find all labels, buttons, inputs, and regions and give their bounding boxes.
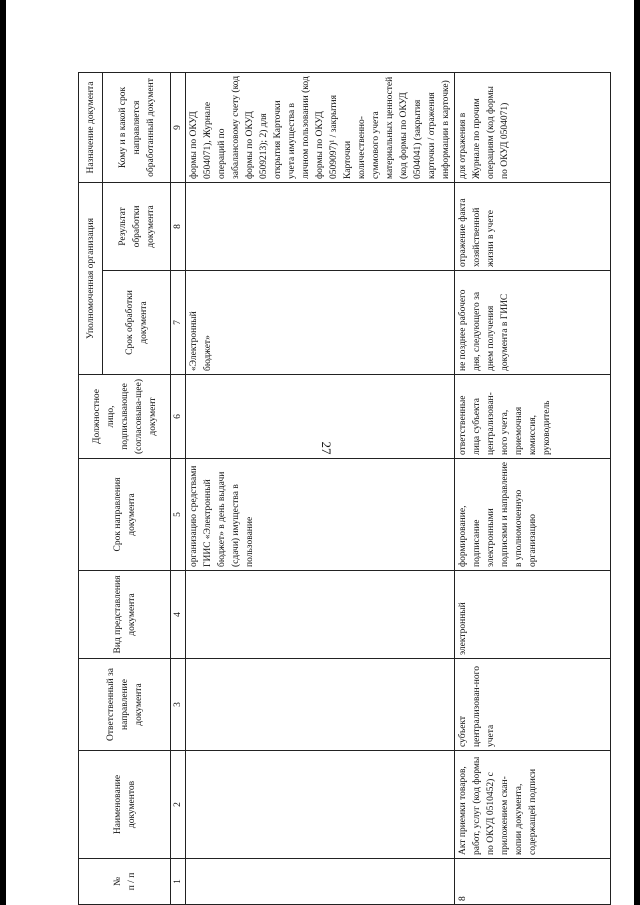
column-number: 1 <box>171 859 186 905</box>
cell-processing-result <box>186 182 455 270</box>
header-responsible: Ответственный за направление документа <box>79 659 171 751</box>
documents-table <box>78 72 611 905</box>
header-recipient-and-deadline: Кому и в какой срок направляется обработанный документ <box>103 72 171 182</box>
column-number: 7 <box>171 271 186 375</box>
cell-processing-result: отражение факта хозяйственной жизни в учете <box>455 182 611 270</box>
header-signing-official: Должностное лицо, подписывающее (согласовыва-щее) документ <box>79 375 171 459</box>
cell-processing-deadline: «Электронный бюджет» <box>186 271 455 375</box>
header-send-deadline: Срок направления документа <box>79 459 171 571</box>
table-row-8 <box>455 72 611 904</box>
header-document-purpose: Назначение документа <box>79 72 103 182</box>
column-number: 2 <box>171 751 186 859</box>
rotated-page-content <box>78 73 552 905</box>
cell-signing-official <box>186 375 455 459</box>
cell-recipient: для отражения в Журнале по прочим операциям (код формы по ОКУД 0504071) <box>455 72 611 182</box>
header-document-name: Наименование документов <box>79 751 171 859</box>
cell-responsible <box>186 659 455 751</box>
scan-right-edge <box>634 0 640 905</box>
header-presentation-type: Вид представления документа <box>79 571 171 659</box>
column-number: 9 <box>171 72 186 182</box>
column-number: 4 <box>171 571 186 659</box>
cell-send-deadline: формирование, подписание электронными подписями и направление в уполномоченную организацию <box>455 459 611 571</box>
column-number: 6 <box>171 375 186 459</box>
header-processing-result: Результат обработки документа <box>103 182 171 270</box>
cell-recipient: формы по ОКУД 0504071), Журнале операций по забалансовому счету (код формы по ОКУД 0509213); 2) для открытия Карточки учета имущества в личном пользовании (код формы по ОКУД 0509097)¹ / закрытия Карточки количественно-суммового учета материальных ценностей (код формы по ОКУД 0504041) (закрытия карточки / отражения информации в карточке) <box>186 72 455 182</box>
column-number: 8 <box>171 182 186 270</box>
cell-processing-deadline: не позднее рабочего дня, следующего за днем получения документа в ГИИС <box>455 271 611 375</box>
cell-responsible: субъект централизован-ного учета <box>455 659 611 751</box>
cell-presentation-type: электронный <box>455 571 611 659</box>
header-processing-deadline: Срок обработки документа <box>103 271 171 375</box>
scan-left-edge <box>0 0 6 905</box>
header-authorized-organization: Уполномоченная организация <box>79 182 103 374</box>
cell-signing-official: ответственные лица субъекта централизован-ного учета, приемочная комиссия, руководитель <box>455 375 611 459</box>
cell-document-name <box>186 751 455 859</box>
column-number: 3 <box>171 659 186 751</box>
cell-document-name: Акт приемки товаров, работ, услуг (код формы по ОКУД 0510452) с приложением скан-копии документа, содержащей подписи <box>455 751 611 859</box>
cell-number: 8 <box>455 859 611 905</box>
column-numbers-row <box>171 72 186 904</box>
cell-send-deadline: организацию средствами ГИИС «Электронный бюджет» в день выдачи (сдачи) имущества в пользование <box>186 459 455 571</box>
cell-presentation-type <box>186 571 455 659</box>
header-number: № п / п <box>79 859 171 905</box>
page-number: 27 <box>319 441 334 455</box>
table-row-continued <box>186 72 455 904</box>
cell-number <box>186 859 455 905</box>
column-number: 5 <box>171 459 186 571</box>
